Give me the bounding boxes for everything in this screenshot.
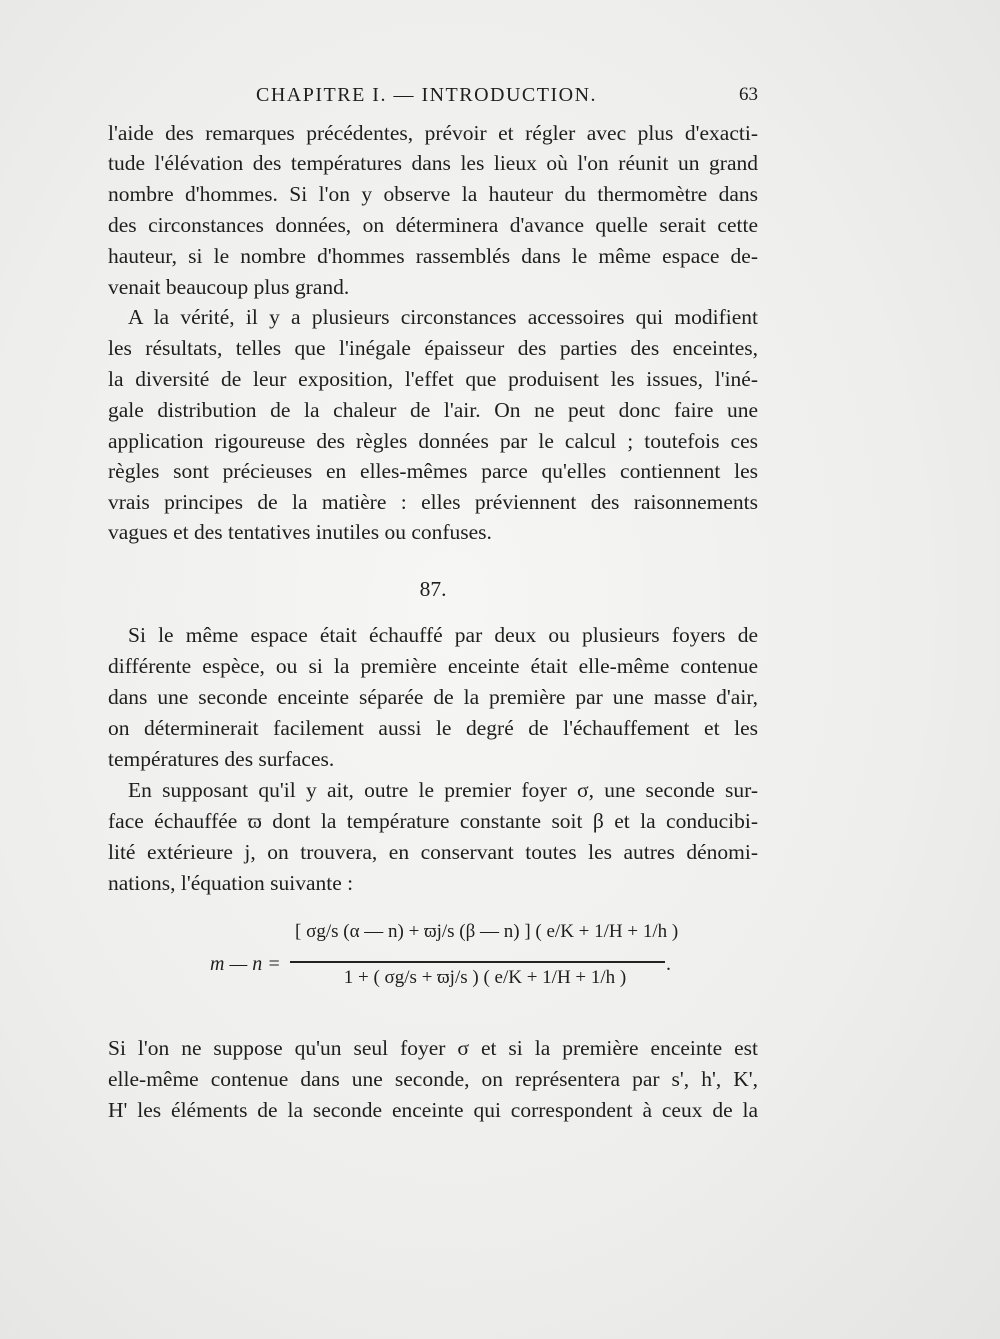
text-line: règles sont précieuses en elles-mêmes parce qu'elles contiennent les (108, 459, 758, 483)
text-line: l'aide des remarques précédentes, prévoir et régler avec plus d'exacti- (108, 121, 758, 145)
text-line: nations, l'équation suivante : (108, 871, 354, 895)
equation-numerator: [ σg/s (α — n) + ϖj/s (β — n) ] ( e/K + 1/H + 1/h ) (295, 921, 679, 942)
page-header (108, 84, 758, 114)
text-line: vrais principes de la matière : elles préviennent des raisonnements (108, 490, 758, 514)
text-line: nombre d'hommes. Si l'on y observe la hauteur du thermomètre dans (108, 182, 758, 206)
text-line: En supposant qu'il y ait, outre le premier foyer σ, une seconde sur- (128, 778, 758, 802)
text-line: températures des surfaces. (108, 747, 335, 771)
equation-denominator: 1 + ( σg/s + ϖj/s ) ( e/K + 1/H + 1/h ) (343, 967, 627, 988)
text-line: venait beaucoup plus grand. (108, 275, 350, 299)
text-line: face échauffée ϖ dont la température constante soit β et la conducibi- (108, 809, 758, 833)
text-line: lité extérieure j, on trouvera, en conservant toutes les autres dénomi- (108, 840, 758, 864)
text-line: Si le même espace était échauffé par deux ou plusieurs foyers de (128, 623, 758, 647)
text-line: différente espèce, ou si la première enceinte était elle-même contenue (108, 654, 758, 678)
text-line: hauteur, si le nombre d'hommes rassemblés dans le même espace de- (108, 244, 758, 268)
text-line: Si l'on ne suppose qu'un seul foyer σ et si la première enceinte est (108, 1036, 758, 1060)
text-line: les résultats, telles que l'inégale épaisseur des parties des enceintes, (108, 336, 758, 360)
text-line: elle-même contenue dans une seconde, on représentera par s', h', K', (108, 1067, 758, 1091)
equation-lhs: m — n = (210, 953, 281, 975)
text-line: H' les éléments de la seconde enceinte qui correspondent à ceux de la (108, 1098, 758, 1122)
fraction-bar (290, 961, 665, 963)
equation (210, 915, 680, 1005)
equation-period: . (666, 953, 671, 975)
text-line: des circonstances données, on déterminera d'avance quelle serait cette (108, 213, 758, 237)
page-number: 63 (739, 84, 758, 105)
text-line: la diversité de leur exposition, l'effet que produisent les issues, l'iné- (108, 367, 758, 391)
text-line: gale distribution de la chaleur de l'air. On ne peut donc faire une (108, 398, 758, 422)
running-head: CHAPITRE I. — INTRODUCTION. (256, 84, 598, 106)
section-number: 87. (419, 577, 447, 601)
text-line: vagues et des tentatives inutiles ou confuses. (108, 520, 492, 544)
text-line: on déterminerait facilement aussi le degré de l'échauffement et les (108, 716, 758, 740)
text-line: A la vérité, il y a plusieurs circonstances accessoires qui modifient (128, 305, 758, 329)
text-line: dans une seconde enceinte séparée de la première par une masse d'air, (108, 685, 758, 709)
text-line: application rigoureuse des règles données par le calcul ; toutefois ces (108, 429, 758, 453)
text-line: tude l'élévation des températures dans les lieux où l'on réunit un grand (108, 151, 758, 175)
